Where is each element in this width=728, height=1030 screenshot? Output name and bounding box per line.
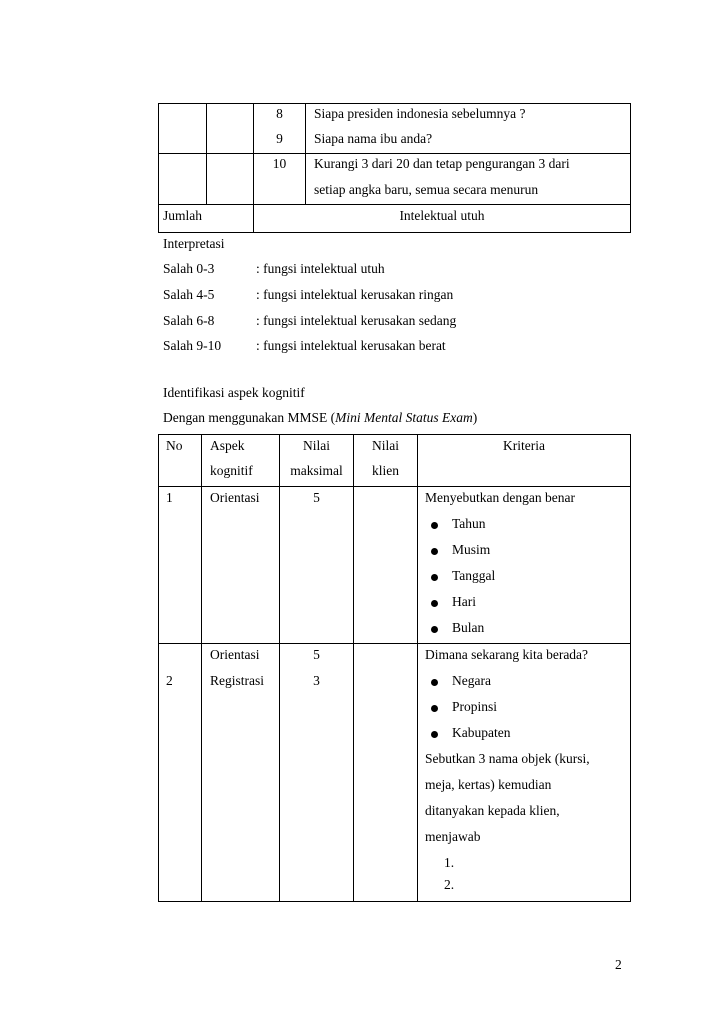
- bullet-icon: [431, 600, 438, 607]
- bullet-item: Tahun: [452, 516, 486, 531]
- bullet-icon: [431, 574, 438, 581]
- score-meaning: : fungsi intelektual kerusakan berat: [256, 338, 446, 353]
- kriteria-paragraph: ditanyakan kepada klien,: [425, 803, 560, 818]
- bullet-item: Propinsi: [452, 699, 498, 714]
- header-nilai-maksimal: maksimal: [290, 463, 343, 478]
- row-nilai-maksimal: 5: [313, 490, 320, 505]
- row-nilai-maksimal: 3: [313, 673, 320, 688]
- section-heading: Identifikasi aspek kognitif: [163, 385, 305, 400]
- score-meaning: : fungsi intelektual kerusakan sedang: [256, 313, 457, 328]
- score-range: Salah 6-8: [163, 313, 215, 328]
- bullet-item: Hari: [452, 594, 476, 609]
- total-label: Jumlah: [163, 208, 202, 223]
- bullet-icon: [431, 679, 438, 686]
- row-number: 9: [276, 131, 283, 146]
- bullet-item: Bulan: [452, 620, 485, 635]
- question-text: Siapa presiden indonesia sebelumnya ?: [314, 106, 526, 121]
- interpretation-heading: Interpretasi: [163, 236, 225, 251]
- section-subheading: [163, 410, 477, 426]
- row-nilai-maksimal: 5: [313, 647, 320, 662]
- kriteria-paragraph: menjawab: [425, 829, 481, 844]
- bullet-icon: [431, 705, 438, 712]
- row-number: 8: [276, 106, 283, 121]
- kriteria-intro: Menyebutkan dengan benar: [425, 490, 575, 505]
- header-nilai-maksimal: Nilai: [303, 438, 330, 453]
- bullet-item: Negara: [452, 673, 491, 688]
- bullet-item: Musim: [452, 542, 491, 557]
- subheading-prefix: Dengan menggunakan MMSE (: [163, 410, 336, 425]
- row-aspek: Orientasi: [210, 647, 260, 662]
- score-meaning: : fungsi intelektual utuh: [256, 261, 385, 276]
- question-text: setiap angka baru, semua secara menurun: [314, 182, 539, 197]
- bullet-item: Kabupaten: [452, 725, 511, 740]
- total-value: Intelektual utuh: [399, 208, 485, 223]
- numbered-item: 1.: [444, 855, 455, 870]
- bullet-icon: [431, 731, 438, 738]
- subheading-suffix: ): [472, 410, 478, 425]
- header-nilai-klien: klien: [372, 463, 399, 478]
- numbered-item: 2.: [444, 877, 455, 892]
- header-aspek: Aspek: [210, 438, 245, 453]
- score-range: Salah 9-10: [163, 338, 222, 353]
- row-no: 2: [166, 673, 173, 688]
- bullet-icon: [431, 626, 438, 633]
- kriteria-paragraph: meja, kertas) kemudian: [425, 777, 552, 792]
- kriteria-paragraph: Sebutkan 3 nama objek (kursi,: [425, 751, 590, 766]
- subheading-italic: Mini Mental Status Exam: [335, 410, 473, 425]
- score-range: Salah 4-5: [163, 287, 215, 302]
- row-aspek: Orientasi: [210, 490, 260, 505]
- row-number: 10: [272, 156, 287, 171]
- question-text: Siapa nama ibu anda?: [314, 131, 433, 146]
- row-aspek: Registrasi: [210, 673, 264, 688]
- row-no: 1: [166, 490, 173, 505]
- page-number: 2: [615, 957, 622, 972]
- bullet-icon: [431, 522, 438, 529]
- header-aspek: kognitif: [210, 463, 253, 478]
- bullet-item: Tanggal: [452, 568, 496, 583]
- header-kriteria: Kriteria: [503, 438, 545, 453]
- score-range: Salah 0-3: [163, 261, 215, 276]
- score-meaning: : fungsi intelektual kerusakan ringan: [256, 287, 454, 302]
- header-no: No: [166, 438, 183, 453]
- question-text: Kurangi 3 dari 20 dan tetap pengurangan 3 dari: [314, 156, 570, 171]
- bullet-icon: [431, 548, 438, 555]
- kriteria-intro: Dimana sekarang kita berada?: [425, 647, 589, 662]
- header-nilai-klien: Nilai: [372, 438, 399, 453]
